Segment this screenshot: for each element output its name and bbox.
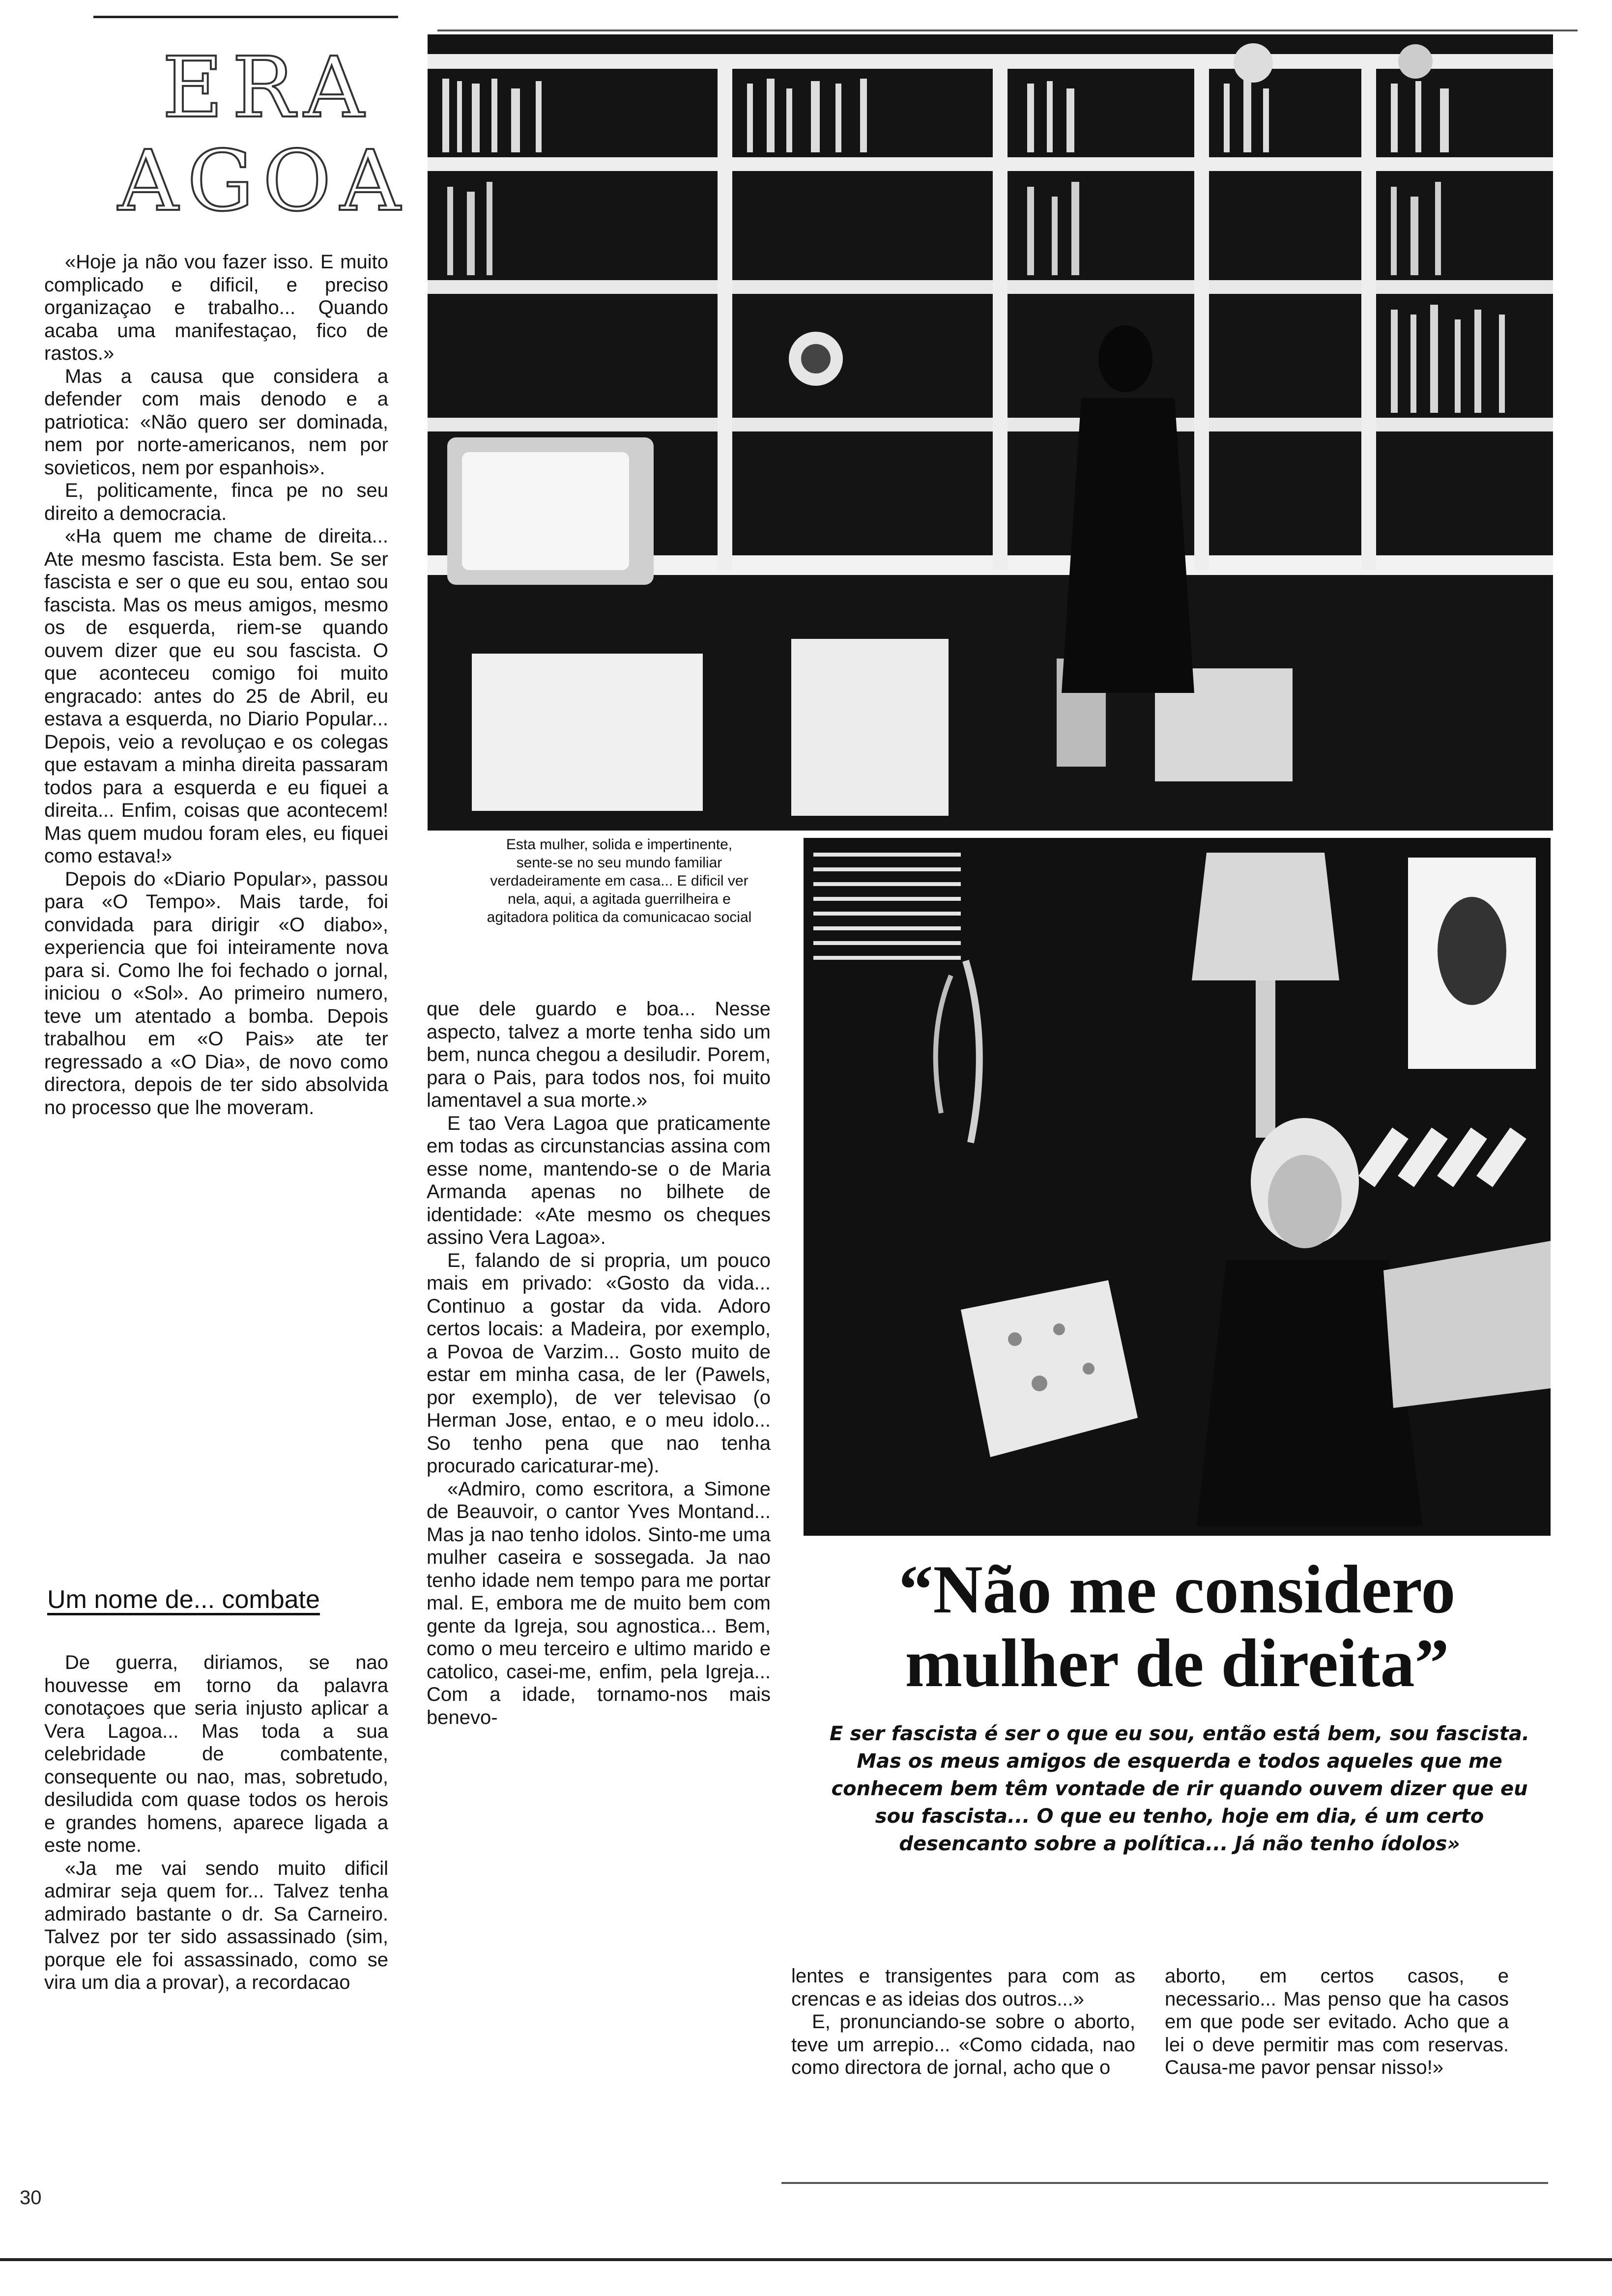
paragraph: De guerra, diriamos, se nao houvesse em torno da palavra conotaçoes que seria injusto aplicar a Vera Lagoa... Mas toda a sua celebridade de combatente, consequente ou nao, mas, sobretudo, desiludida com quase todos os herois e grandes homens, aparece ligada a este nome. [44, 1652, 388, 1856]
paragraph: E, pronunciando-se sobre o aborto, teve um arrepio... «Como cidada, nao como directora de jornal, acho que o [791, 2011, 1135, 2078]
column-middle [427, 998, 771, 1729]
column-bottom-right-2 [1165, 1965, 1509, 2079]
page-number: 30 [20, 2187, 42, 2209]
paragraph: lentes e transigentes para com as crencas e as ideias dos outros...» [791, 1965, 1135, 2010]
paragraph: aborto, em certos casos, e necessario... Mas penso que ha casos em que pode ser evitado. Acho que a lei o deve permitir mas com reservas. Causa-me pavor pensar nisso!» [1165, 1965, 1509, 2078]
photo-living-room-bookshelves [428, 34, 1553, 831]
bookshelf-image [428, 34, 1553, 831]
column-left [44, 251, 388, 1119]
paragraph: «Admiro, como escritora, a Simone de Beauvoir, o cantor Yves Montand... Mas ja nao tenho idolos. Sinto-me uma mulher caseira e sossegada. Ja nao tenho idade nem tempo para me portar mal. E, embora me de muito bem com gente da Igreja, sou agnostica... Bem, como o meu terceiro e ultimo marido e catolico, casei-me, enfim, pela Igreja... Com a idade, tornamo-nos mais benevo- [427, 1478, 771, 1728]
column-bottom-right-1 [791, 1965, 1135, 2079]
paragraph: que dele guardo e boa... Nesse aspecto, talvez a morte tenha sido um bem, nunca chegou a desiludir. Porem, para o Pais, para todos nos, foi muito lamentavel a sua morte.» [427, 998, 771, 1111]
paragraph: E, politicamente, finca pe no seu direito a democracia. [44, 480, 388, 524]
paragraph: E tao Vera Lagoa que praticamente em todas as circunstancias assina com esse nome, mantendo-se o de Maria Armanda apenas no bilhete de identidade: «Ate mesmo os cheques assino Vera Lagoa». [427, 1112, 771, 1248]
paragraph: E, falando de si propria, um pouco mais em privado: «Gosto da vida... Continuo a gostar da vida. Adoro certos locais: a Madeira, por exemplo, a Povoa de Varzim... Gosto muito de estar em minha casa, de ler (Pawels, por exemplo), de ver televisao (o Herman Jose, entao, e o meu idolo... So tenho pena que nao tenha procurado caricaturar-me). [427, 1249, 771, 1477]
paragraph: «Hoje ja não vou fazer isso. E muito complicado e dificil, e preciso organizaçao e trabalho... Quando acaba uma manifestaçao, fico de rastos.» [44, 251, 388, 364]
photo-woman-seated [804, 838, 1551, 1536]
title-line-2: AGOA [118, 133, 409, 230]
bottom-rule-page [0, 2258, 1612, 2261]
paragraph: Depois do «Diario Popular», passou para «O Tempo». Mais tarde, foi convidada para dirigir «O diabo», experiencia que foi inteiramente nova para si. Como lhe foi fechado o jornal, iniciou o «Sol». Ao primeiro numero, teve um atentado a bomba. Depois trabalhou em «O Pais» ate ter regressado a «O Dia», de novo como directora, depois de ter sido absolvida no processo que lhe moveram. [44, 868, 388, 1119]
title-line-1: ERA [162, 39, 373, 137]
photo-caption: Esta mulher, solida e impertinente, sente-se no seu mundo familiar verdadeiramente em casa... E dificil ver nela, aqui, a agitada guerrilheira e agitadora politica da comunicacao social [487, 836, 752, 925]
subhead-um-nome-de-combate: Um nome de... combate [47, 1585, 320, 1614]
paragraph: Mas a causa que considera a defender com mais denodo e a patriotica: «Não quero ser dominada, nem por norte-americanos, nem por sovieticos, nem por espanhois». [44, 365, 388, 479]
headline-quote: “Não me considero mulher de direita” [898, 1551, 1456, 1701]
paragraph: «Ha quem me chame de direita... Ate mesmo fascista. Esta bem. Se ser fascista e ser o que eu sou, entao sou fascista. Mas os meus amigos, mesmo os de esquerda, riem-se quando ouvem dizer que eu sou fascista. O que aconteceu comigo foi muito engracado: antes do 25 de Abril, eu estava a esquerda, no Diario Popular... Depois, veio a revoluçao e os colegas que estavam a minha direita passaram todos para a esquerda e eu fiquei a direita... Enfim, coisas que acontecem! Mas quem mudou foram eles, eu fiquei como estava!» [44, 525, 388, 867]
top-rule-left [93, 16, 398, 18]
pull-quote-deck: E ser fascista é ser o que eu sou, então está bem, sou fascista. Mas os meus amigos de esquerda e todos aqueles que me conhecem bem têm vontade de rir quando ouvem dizer que eu sou fascista... O que eu tenho, hoje em dia, é um certo desencanto sobre a política... Já não tenho ídolos» [829, 1722, 1530, 1855]
column-left-continued [44, 1651, 388, 1994]
bottom-rule-right [781, 2182, 1548, 2184]
seated-woman-image [804, 838, 1551, 1536]
top-rule-right [437, 29, 1578, 31]
paragraph: «Ja me vai sendo muito dificil admirar seja quem for... Talvez tenha admirado bastante o dr. Sa Carneiro. Talvez por ter sido assassinado (sim, porque ele foi assassinado, como se vira um dia a provar), a recordacao [44, 1857, 388, 1993]
